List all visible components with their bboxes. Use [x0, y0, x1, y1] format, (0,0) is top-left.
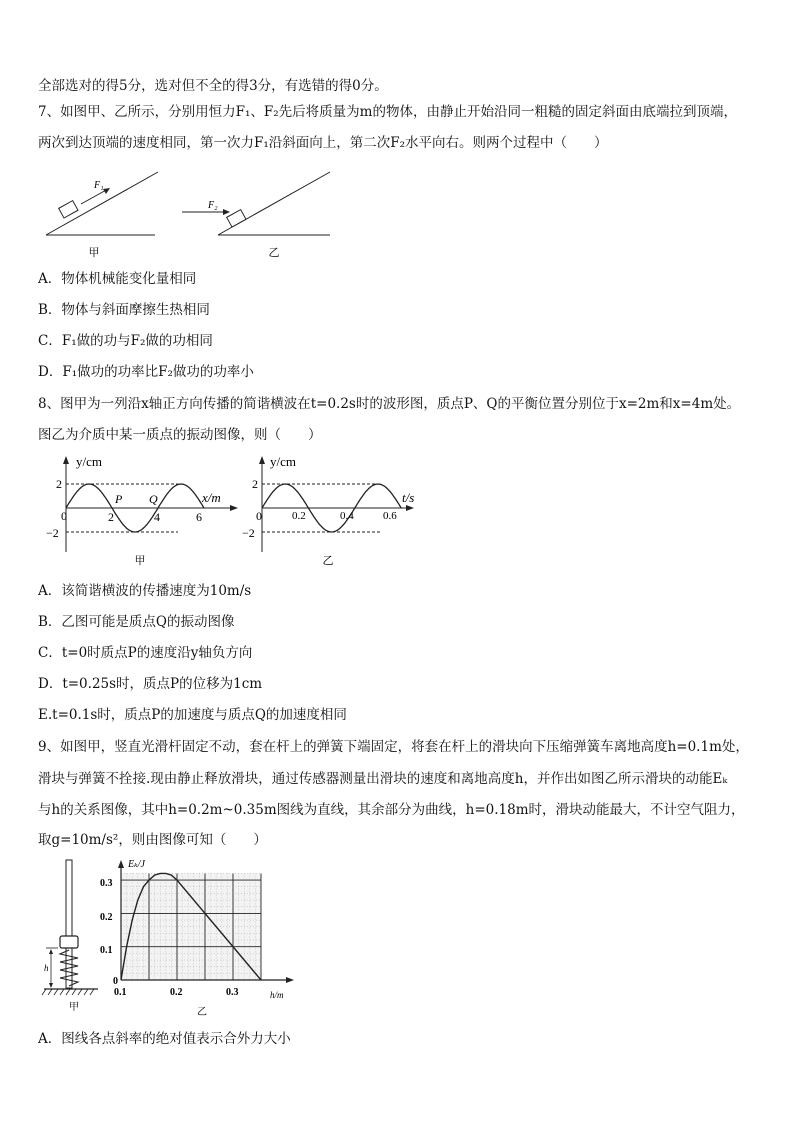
q8-option-a: A．该简谐横波的传播速度为10m/s [38, 583, 252, 599]
ek-ytick-03: 0.3 [100, 878, 113, 889]
q9-spring-figure [40, 858, 102, 1018]
q7-stem-line1: 7、如图甲、乙所示，分别用恒力F₁、F₂先后将质量为m的物体，由静止开始沿同一粗糙的固定斜面由底端拉到顶端， [38, 104, 737, 120]
wave-xtick-2: 2 [108, 510, 114, 524]
q8-option-c: C．t=0时质点P的速度沿y轴负方向 [38, 645, 253, 661]
caption-a: 甲 [88, 247, 100, 259]
vib-xtick-04: 0.4 [340, 510, 354, 522]
q9-stem-line2: 滑块与弹簧不拴接.现由静止释放滑块，通过传感器测量出滑块的速度和离地高度h，并作出如图乙所示滑块的动能Eₖ [38, 771, 728, 787]
q7-option-d: D．F₁做功的功率比F₂做功的功率小 [38, 364, 254, 380]
q8-stem-line1: 8、图甲为一列沿x轴正方向传播的简谐横波在t=0.2s时的波形图，质点P、Q的平衡位置分别位于x=2m和x=4m处。 [38, 396, 741, 412]
q9-stem-line3: 与h的关系图像，其中h=0.2m~0.35m图线为直线，其余部分为曲线，h=0.18m时，滑块动能最大，不计空气阻力， [38, 802, 745, 818]
ek-ytick-01: 0.1 [100, 945, 113, 956]
point-p-label: P [115, 492, 123, 506]
point-q-label: Q [149, 492, 158, 506]
intro-text: 全部选对的得5分，选对但不全的得3分，有选错的得0分。 [38, 78, 388, 94]
wave-xtick-4: 4 [154, 510, 160, 524]
ek-caption: 乙 [197, 1007, 207, 1018]
wave-origin: 0 [61, 509, 67, 523]
force-label: F₂ [208, 200, 218, 211]
q7-stem-line2: 两次到达顶端的速度相同，第一次力F₁沿斜面向上，第二次F₂水平向右。则两个过程中（ ） [38, 135, 608, 151]
q8-vibration-figure [240, 452, 440, 572]
vib-origin: 0 [256, 509, 262, 523]
vib-xlabel: t/s [402, 490, 415, 505]
q8-option-d: D．t=0.25s时，质点P的位移为1cm [38, 676, 263, 692]
wave-ylabel: y/cm [76, 454, 102, 469]
wave-caption: 甲 [134, 555, 146, 567]
q9-option-a: A．图线各点斜率的绝对值表示合外力大小 [38, 1031, 291, 1047]
vib-xtick-02: 0.2 [292, 510, 306, 522]
caption-b: 乙 [268, 247, 280, 259]
ek-ytick-0: 0 [113, 976, 118, 987]
q8-stem-line2: 图乙为介质中某一质点的振动图像，则（ ） [38, 427, 322, 443]
vib-caption: 乙 [322, 555, 334, 567]
block-shape [227, 210, 246, 227]
q7-option-a: A．物体机械能变化量相同 [38, 271, 197, 287]
ek-ylabel: Eₖ/J [128, 859, 145, 870]
vib-ytick-neg2: −2 [242, 526, 255, 540]
q9-energy-chart [100, 852, 300, 1022]
ek-xtick-02: 0.2 [170, 987, 183, 998]
vib-ylabel: y/cm [270, 454, 296, 469]
slider-block [60, 936, 78, 948]
ek-xtick-01: 0.1 [114, 987, 127, 998]
ek-ytick-02: 0.2 [100, 912, 113, 923]
block-shape [59, 201, 78, 218]
q8-option-b: B．乙图可能是质点Q的振动图像 [38, 614, 235, 630]
vib-ytick-2: 2 [252, 477, 258, 491]
q9-stem-line1: 9、如图甲，竖直光滑杆固定不动，套在杆上的弹簧下端固定，将套在杆上的滑块向下压缩弹簧车离地高度h=0.1m处， [38, 739, 749, 755]
spring-caption: 甲 [69, 1002, 79, 1013]
force-arrow [81, 189, 108, 204]
wave-ytick-neg2: −2 [46, 526, 59, 540]
q7-figure-b [180, 168, 340, 263]
force-label: F₁ [94, 180, 104, 191]
q7-option-c: C．F₁做的功与F₂做的功相同 [38, 333, 213, 349]
q7-figure-a [40, 168, 170, 263]
q9-stem-line4: 取g=10m/s²，则由图像可知（ ） [38, 832, 267, 848]
height-label: h [44, 963, 49, 973]
ek-xlabel: h/m [270, 990, 284, 1000]
wave-ytick-2: 2 [56, 477, 62, 491]
vib-xtick-06: 0.6 [383, 510, 397, 522]
wave-xtick-6: 6 [196, 510, 202, 524]
wave-xlabel: x/m [202, 490, 221, 505]
q8-option-e: E.t=0.1s时，质点P的加速度与质点Q的加速度相同 [38, 707, 347, 723]
ek-xtick-03: 0.3 [226, 987, 239, 998]
q7-option-b: B．物体与斜面摩擦生热相同 [38, 302, 210, 318]
q8-wave-figure [40, 452, 240, 572]
